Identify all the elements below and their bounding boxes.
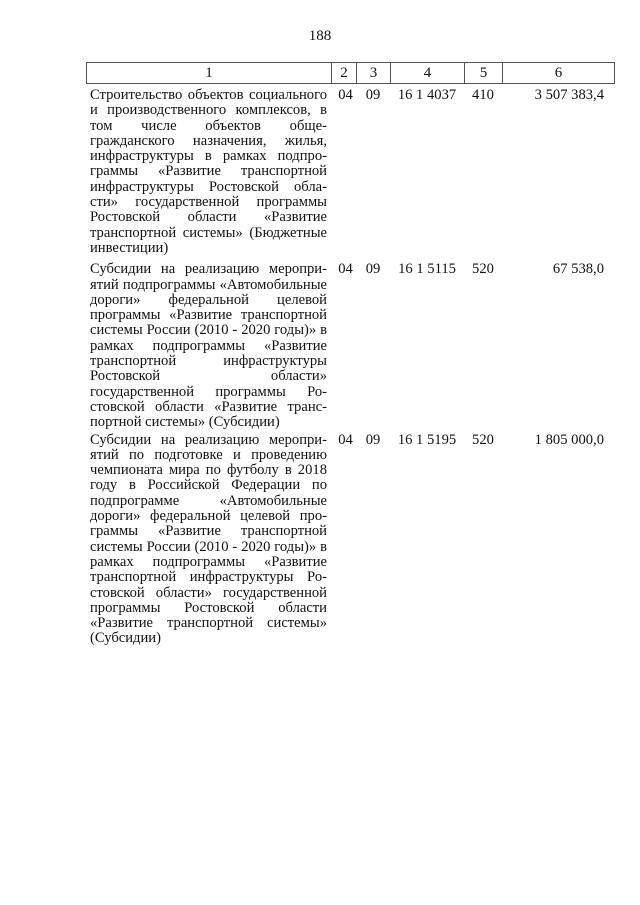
row-expense-type: 520 bbox=[472, 261, 494, 278]
page-number: 188 bbox=[308, 28, 332, 44]
row-subsection: 09 bbox=[365, 431, 381, 448]
row-subsection: 09 bbox=[365, 261, 381, 278]
header-col-6: 6 bbox=[554, 65, 563, 81]
row-expense-type: 520 bbox=[472, 431, 494, 448]
row-amount: 3 507 383,4 bbox=[534, 87, 604, 103]
row-description: Субсидии на реализацию мероприятий подпрограммы «Автомобильные дороги» федеральной целевой программы «Развитие транспортной системы России (2010 - 2020 годы)» в рамках подпрограммы «Развитие транспортной инфраструктуры Ростовской области» государственной программы Ростовской области «Развитие транспортной системы» (Субсидии) bbox=[90, 261, 327, 431]
header-col-5: 5 bbox=[465, 63, 503, 83]
row-section: 04 bbox=[338, 87, 353, 103]
table-row bbox=[86, 433, 613, 647]
header-col-4: 4 bbox=[391, 63, 465, 83]
row-target-article: 16 1 4037 bbox=[397, 87, 457, 103]
table-header-row bbox=[86, 62, 615, 84]
header-col-3: 3 bbox=[357, 63, 391, 83]
row-section: 04 bbox=[338, 431, 353, 448]
row-amount: 67 538,0 bbox=[552, 261, 604, 278]
header-col-1: 1 bbox=[87, 63, 332, 83]
table-row bbox=[86, 262, 613, 430]
table-body bbox=[86, 88, 613, 647]
row-description: Строительство объектов социального и производственного комплексов, в том числе объектов общегражданского назначения, жилья, инфраструктуры в рамках подпрограммы «Развитие транспортной инфраструктуры Ростовской области» государственной программы Ростовской области «Развитие транспортной системы» (Бюджетные инвестиции) bbox=[90, 87, 327, 256]
row-subsection: 09 bbox=[365, 87, 381, 103]
row-amount: 1 805 000,0 bbox=[534, 431, 604, 448]
table-row bbox=[86, 88, 613, 256]
row-section: 04 bbox=[338, 261, 353, 278]
row-description: Субсидии на реализацию мероприятий по подготовке и проведению чемпионата мира по футболу в 2018 году в Российской Федерации по подпрограмме «Автомобильные дороги» федеральной целевой программы «Развитие транспортной системы России (2010 - 2020 годы)» в рамках подпрограммы «Развитие транспортной инфраструктуры Ростовской области» государственной программы Ростовской области «Развитие транспортной системы» (Субсидии) bbox=[90, 431, 327, 647]
row-target-article: 16 1 5115 bbox=[398, 261, 456, 278]
row-expense-type: 410 bbox=[472, 87, 494, 103]
header-col-2: 2 bbox=[332, 63, 357, 83]
row-target-article: 16 1 5195 bbox=[397, 431, 457, 448]
